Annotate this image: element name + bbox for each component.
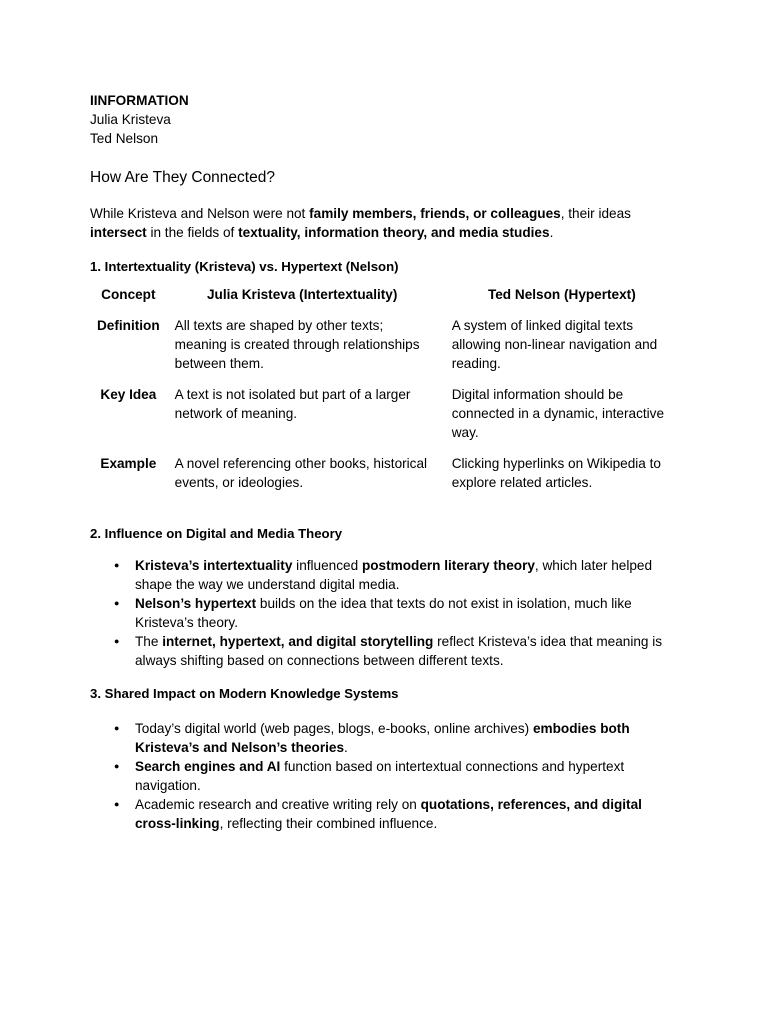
- row-nelson: Clicking hyperlinks on Wikipedia to explore related articles.: [451, 456, 661, 490]
- table-row: [90, 385, 680, 454]
- list-item-text: , which later helped shape the way we understand digital media.: [135, 558, 653, 592]
- intro-text-1: While Kristeva and Nelson were not: [90, 206, 310, 221]
- intro-text-3: in the fields of: [146, 225, 239, 240]
- intro-bold-1: family members, friends, or colleagues: [309, 206, 561, 221]
- comparison-table: [90, 285, 680, 504]
- list-item-bold: internet, hypertext, and digital storytelling: [162, 634, 434, 649]
- list-item: [135, 795, 680, 833]
- list-item: [135, 556, 680, 594]
- intro-text-2: , their ideas: [560, 206, 631, 221]
- intro-bold-2: intersect: [90, 225, 147, 240]
- section-heading: How Are They Connected?: [90, 169, 275, 186]
- author-name-nelson: Ted Nelson: [90, 131, 159, 146]
- document-title: IINFORMATION: [90, 93, 189, 108]
- row-concept: Definition: [96, 318, 160, 333]
- table-row: [90, 454, 680, 504]
- list-item-text: .: [344, 740, 348, 755]
- list-item-text: The: [135, 634, 163, 649]
- intro-paragraph: [90, 204, 680, 242]
- column-header-kristeva: Julia Kristeva (Intertextuality): [206, 287, 398, 302]
- author-name-kristeva: Julia Kristeva: [90, 112, 171, 127]
- row-concept: Key Idea: [100, 387, 157, 402]
- section-3-title: 3. Shared Impact on Modern Knowledge Systems: [90, 686, 399, 701]
- list-item-text: reflect Kristeva’s idea that meaning is always shifting based on connections between different texts.: [135, 634, 663, 668]
- row-kristeva: A novel referencing other books, historical events, or ideologies.: [174, 456, 428, 490]
- section-1-title: 1. Intertextuality (Kristeva) vs. Hypertext (Nelson): [90, 259, 399, 274]
- list-item-bold: postmodern literary theory: [361, 558, 535, 573]
- list-item-bold: embodies both Kristeva’s and Nelson’s theories: [135, 721, 630, 755]
- list-item-bold: Nelson’s hypertext: [135, 596, 257, 611]
- column-header-nelson: Ted Nelson (Hypertext): [487, 287, 636, 302]
- section-3-list: [90, 719, 680, 833]
- list-item-text: Today’s digital world (web pages, blogs, e-books, online archives): [135, 721, 533, 736]
- list-item-text: Academic research and creative writing rely on: [135, 797, 421, 812]
- list-item-text: influenced: [292, 558, 362, 573]
- document-page: [90, 91, 680, 833]
- list-item-bold: quotations, references, and digital cross-linking: [135, 797, 642, 831]
- table-header-row: [90, 285, 680, 316]
- row-kristeva: All texts are shaped by other texts; meaning is created through relationships between them.: [174, 318, 420, 371]
- intro-text-4: .: [549, 225, 554, 240]
- list-item-bold: Search engines and AI: [135, 759, 281, 774]
- row-nelson: A system of linked digital texts allowing non-linear navigation and reading.: [451, 318, 658, 371]
- list-item: [135, 757, 680, 795]
- row-nelson: Digital information should be connected in a dynamic, interactive way.: [451, 387, 665, 440]
- list-item: [135, 594, 680, 632]
- row-concept: Example: [100, 456, 157, 471]
- table-row: [90, 316, 680, 385]
- list-item: [135, 719, 680, 757]
- row-kristeva: A text is not isolated but part of a larger network of meaning.: [174, 387, 411, 421]
- list-item: [135, 632, 680, 670]
- list-item-bold: Kristeva’s intertextuality: [135, 558, 293, 573]
- column-header-concept: Concept: [101, 287, 156, 302]
- section-2-title: 2. Influence on Digital and Media Theory: [90, 526, 343, 541]
- list-item-text: , reflecting their combined influence.: [219, 816, 438, 831]
- intro-bold-3: textuality, information theory, and media studies: [238, 225, 550, 240]
- list-item-text: function based on intertextual connections and hypertext navigation.: [135, 759, 625, 793]
- list-item-text: builds on the idea that texts do not exist in isolation, much like Kristeva’s theory.: [135, 596, 632, 630]
- section-2-list: [90, 556, 680, 670]
